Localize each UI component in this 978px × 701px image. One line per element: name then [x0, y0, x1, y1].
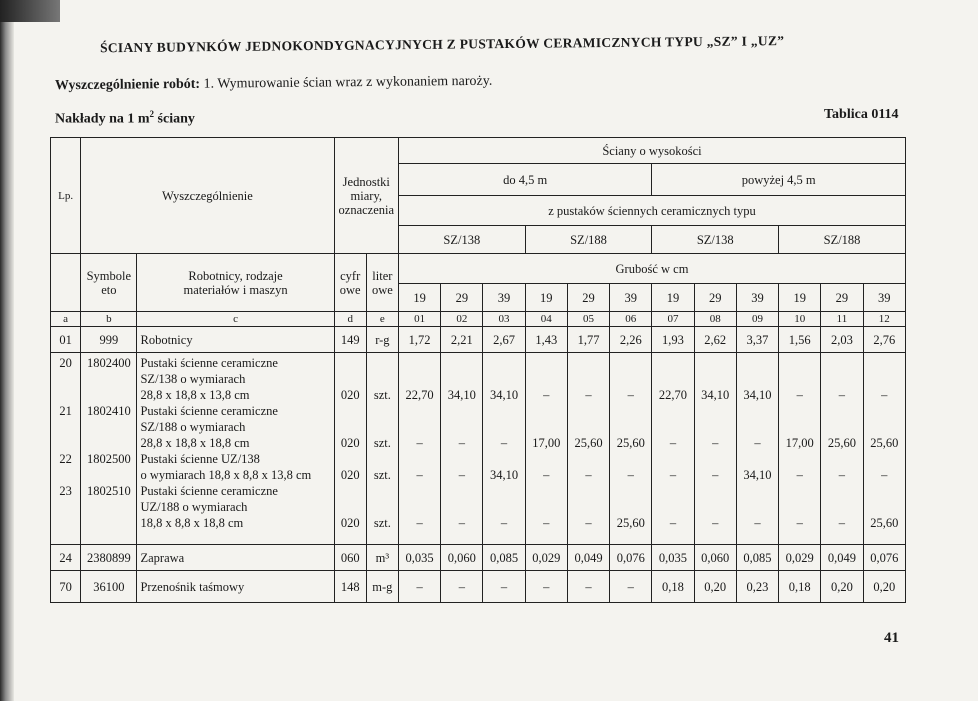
material-value: – — [796, 516, 803, 530]
walls-height-header: Ściany o wysokości — [398, 138, 905, 164]
description-stack: Pustaki ścienne ceramiczne SZ/138 o wymiarach 28,8 x 18,8 x 13,8 cm Pustaki ścienne ceramiczne SZ/188 o wymiarach 28,8 x 18,8 x 18,8 cm Pustaki ścienne UZ/138 o wymiarach 18,8 x 8,8 x 13,8 cm Pustaki ścienne ceramiczne UZ/188 o wymiarach 18,8 x 8,8 x 18,8 cm — [137, 353, 334, 545]
table-row: 24 2380899 Zaprawa 060 m³ 0,035 0,060 0,085 0,029 0,049 0,076 0,035 0,060 0,085 0,029 0,049 0,076 — [51, 545, 906, 571]
value-stack — [398, 353, 440, 545]
material-value: 25,60 — [616, 516, 645, 530]
type-header: SZ/138 — [652, 226, 779, 254]
material-value: – — [881, 468, 888, 482]
lp-header: Lp. — [51, 138, 81, 254]
material-value: 020 — [340, 388, 360, 402]
unit-header: Jednostki miary, oznaczenia — [334, 138, 398, 254]
material-value: – — [543, 388, 550, 402]
value-stack — [779, 353, 821, 545]
thickness-cell: 39 — [610, 284, 652, 312]
material-value: 25,60 — [870, 516, 899, 530]
thickness-cell: 29 — [821, 284, 863, 312]
header-row — [51, 254, 906, 284]
material-value: 17,00 — [532, 436, 561, 450]
material-value: – — [627, 468, 634, 482]
material-value: – — [585, 468, 592, 482]
table-number: Tablica 0114 — [824, 107, 899, 122]
material-value: – — [416, 516, 423, 530]
works-description — [55, 74, 492, 95]
material-value: – — [416, 468, 423, 482]
digit-code-header: cyfr owe — [334, 254, 366, 312]
material-value: – — [712, 436, 719, 450]
material-value: – — [458, 468, 465, 482]
value-stack — [652, 353, 694, 545]
header-row — [51, 138, 906, 164]
up-to-header: do 4,5 m — [398, 164, 651, 196]
column-index-row: a b c d e 01 02 03 04 05 06 07 08 09 10 11 12 — [51, 312, 906, 327]
value-stack — [610, 353, 652, 545]
material-value: – — [585, 516, 592, 530]
material-value: – — [754, 436, 761, 450]
value-stack — [483, 353, 525, 545]
thickness-cell: 39 — [863, 284, 905, 312]
scan-corner-shadow — [0, 0, 60, 22]
lp-stack: 20 21 22 23 — [51, 353, 81, 545]
material-value: – — [585, 388, 592, 402]
above-header: powyżej 4,5 m — [652, 164, 906, 196]
material-value: – — [838, 388, 846, 402]
thickness-cell: 19 — [779, 284, 821, 312]
material-value: – — [881, 388, 888, 402]
material-value: 34,10 — [743, 388, 772, 402]
lp-header-blank — [51, 254, 81, 312]
thickness-cell: 29 — [694, 284, 736, 312]
material-value: 020 — [340, 516, 360, 530]
thickness-cell: 19 — [525, 284, 567, 312]
thickness-cell: 19 — [398, 284, 440, 312]
spec-header: Wyszczególnienie — [81, 138, 334, 254]
material-value: 34,10 — [489, 388, 519, 402]
value-stack — [567, 353, 609, 545]
material-value: – — [796, 468, 803, 482]
material-value: 020 — [340, 436, 360, 450]
page-number: 41 — [884, 630, 899, 646]
letter-code-header: liter owe — [366, 254, 398, 312]
material-value: 17,00 — [785, 436, 814, 450]
material-value: – — [754, 516, 761, 530]
page-title: ŚCIANY BUDYNKÓW JEDNOKONDYGNACYJNYCH Z PUSTAKÓW CERAMICZNYCH TYPU „SZ” I „UZ” — [99, 33, 785, 56]
value-stack — [525, 353, 567, 545]
value-stack — [441, 353, 483, 545]
value-stack — [863, 353, 905, 545]
table-row: 70 36100 Przenośnik taśmowy 148 m-g – – – – – – 0,18 0,20 0,23 0,18 0,20 0,20 — [51, 571, 906, 603]
norms-table — [50, 137, 906, 603]
thickness-cell: 39 — [736, 284, 778, 312]
material-value: 22,70 — [405, 388, 434, 402]
material-value: – — [500, 516, 508, 530]
material-value: – — [500, 436, 508, 450]
outlays-heading: Nakłady na 1 $m^2$ ściany — [55, 109, 195, 127]
value-stack — [736, 353, 778, 545]
material-value: – — [669, 436, 677, 450]
material-value: – — [543, 516, 550, 530]
material-value: – — [796, 388, 803, 402]
material-value: 34,10 — [701, 388, 730, 402]
material-value: szt. — [373, 468, 391, 482]
thickness-cell: 19 — [652, 284, 694, 312]
symbol-stack: 1802400 1802410 1802500 1802510 — [81, 353, 137, 545]
material-value: – — [458, 436, 465, 450]
material-value: – — [838, 468, 846, 482]
material-value: 34,10 — [489, 468, 519, 482]
material-value: – — [669, 516, 677, 530]
book-spine-shadow — [0, 0, 14, 701]
material-value: – — [458, 516, 465, 530]
material-value: – — [712, 468, 719, 482]
brick-type-header: z pustaków ściennych ceramicznych typu — [398, 196, 905, 226]
type-header: SZ/188 — [525, 226, 652, 254]
value-stack — [821, 353, 863, 545]
material-value: szt. — [373, 388, 391, 402]
material-value: – — [838, 516, 846, 530]
works-text: 1. Wymurowanie ścian wraz z wykonaniem naroży. — [203, 73, 493, 92]
material-value: 25,60 — [574, 436, 603, 450]
digit-unit-stack — [334, 353, 366, 545]
material-value: 25,60 — [870, 436, 899, 450]
material-value: 34,10 — [447, 388, 476, 402]
material-value: – — [543, 468, 550, 482]
material-value: 25,60 — [827, 436, 856, 450]
material-value: 020 — [340, 468, 360, 482]
value-stack — [694, 353, 736, 545]
material-value: szt. — [373, 516, 391, 530]
material-value: 22,70 — [658, 388, 688, 402]
labour-header: Robotnicy, rodzaje materiałów i maszyn — [137, 254, 334, 312]
thickness-header: Grubość w cm — [398, 254, 905, 284]
symbols-header: Symbole eto — [81, 254, 137, 312]
letter-unit-stack — [366, 353, 398, 545]
type-header: SZ/138 — [398, 226, 525, 254]
material-value: – — [669, 468, 677, 482]
type-header: SZ/188 — [779, 226, 906, 254]
material-value: – — [416, 436, 423, 450]
material-value: – — [712, 516, 719, 530]
thickness-cell: 29 — [441, 284, 483, 312]
thickness-cell: 29 — [567, 284, 609, 312]
material-value: szt. — [373, 436, 391, 450]
material-value: – — [627, 388, 634, 402]
material-value: 34,10 — [743, 468, 772, 482]
thickness-cell: 39 — [483, 284, 525, 312]
material-value: 25,60 — [616, 436, 645, 450]
materials-block — [51, 353, 906, 545]
table-row: 01 999 Robotnicy 149 r-g 1,72 2,21 2,67 1,43 1,77 2,26 1,93 2,62 3,37 1,56 2,03 2,76 — [51, 327, 906, 353]
works-label: Wyszczególnienie robót: — [54, 76, 201, 94]
